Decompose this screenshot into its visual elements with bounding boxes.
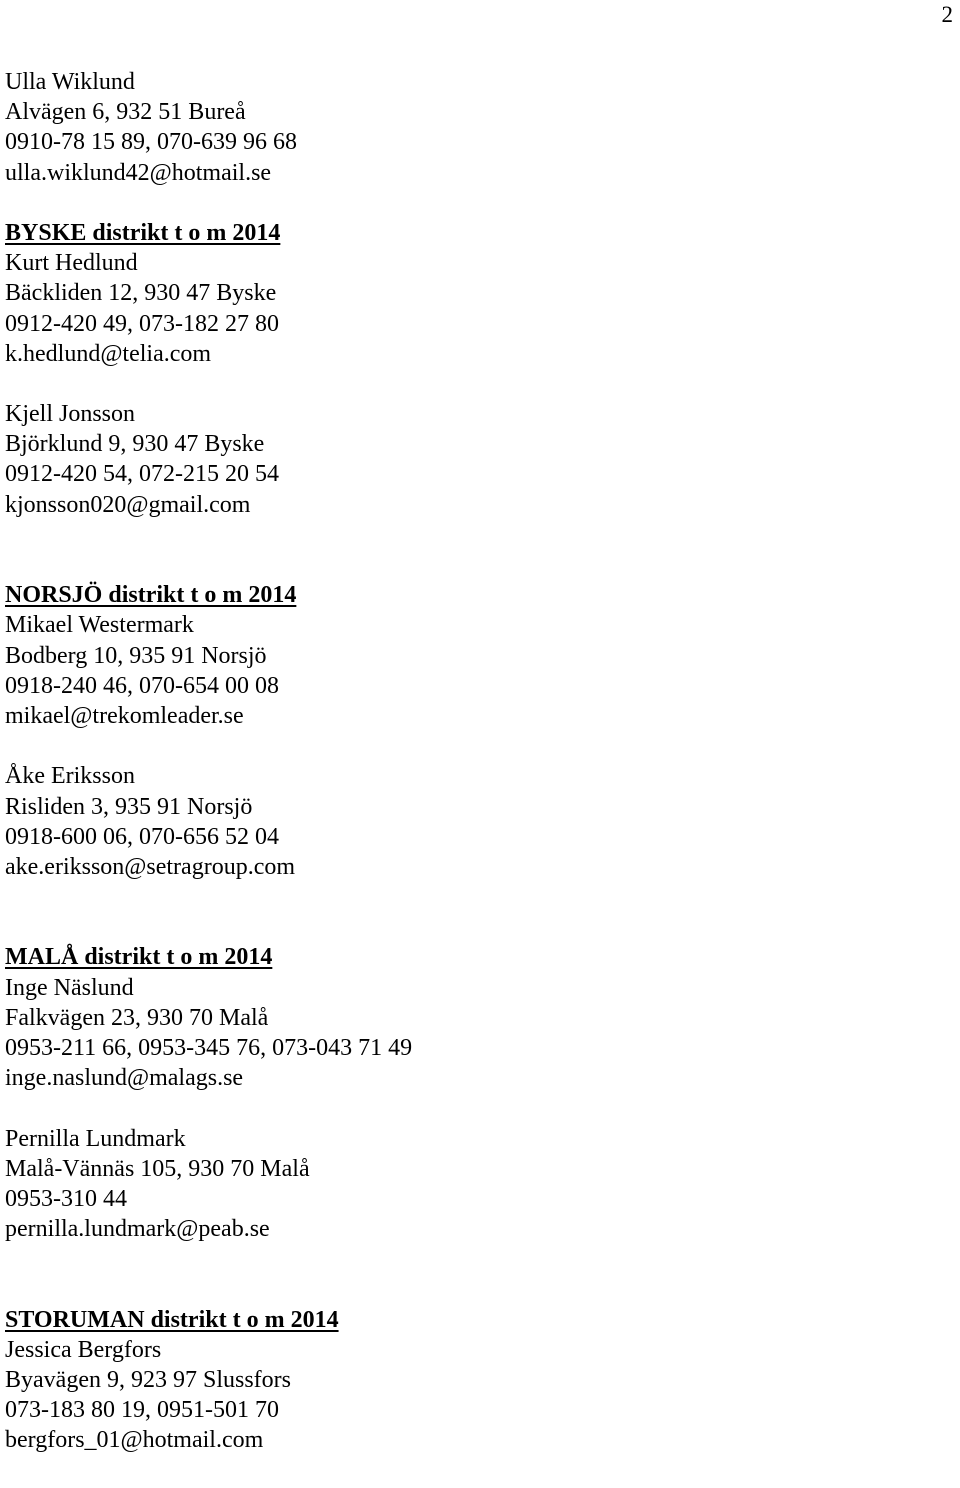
spacer (5, 550, 945, 580)
contact-phone: 0918-240 46, 070-654 00 08 (5, 672, 279, 699)
contact-block (5, 248, 945, 369)
contact-block (5, 1335, 945, 1456)
district-section-norsjo (5, 580, 945, 882)
contact-block (5, 67, 945, 188)
contact-phone: 0953-310 44 (5, 1185, 127, 1212)
contact-phone: 0912-420 49, 073-182 27 80 (5, 310, 279, 337)
spacer (5, 731, 945, 761)
contact-address: Bodberg 10, 935 91 Norsjö (5, 642, 267, 669)
spacer (5, 188, 945, 218)
spacer (5, 912, 945, 942)
contact-name: Inge Näslund (5, 974, 134, 1001)
contact-address: Björklund 9, 930 47 Byske (5, 431, 265, 458)
spacer (5, 1093, 945, 1123)
contact-email[interactable]: ulla.wiklund42@hotmail.se (5, 159, 272, 186)
contact-block (5, 1124, 945, 1245)
contact-name: Ulla Wiklund (5, 69, 135, 95)
spacer (5, 1244, 945, 1274)
contact-email[interactable]: bergfors_01@hotmail.com (5, 1427, 264, 1454)
document-body (5, 67, 945, 1456)
contact-name: Mikael Westermark (5, 612, 194, 639)
district-section-byske (5, 218, 945, 520)
contact-name: Pernilla Lundmark (5, 1125, 186, 1152)
contact-block (5, 973, 945, 1094)
contact-phone: 073-183 80 19, 0951-501 70 (5, 1397, 279, 1424)
spacer (5, 369, 945, 399)
contact-address: Malå-Vännäs 105, 930 70 Malå (5, 1155, 310, 1182)
contact-block (5, 761, 945, 882)
contact-email[interactable]: inge.naslund@malags.se (5, 1065, 244, 1092)
contact-address: Alvägen 6, 932 51 Bureå (5, 99, 246, 126)
spacer (5, 520, 945, 550)
page-number: 2 (941, 2, 953, 27)
contact-name: Jessica Bergfors (5, 1336, 162, 1363)
contact-phone: 0910-78 15 89, 070-639 96 68 (5, 129, 297, 156)
contact-address: Byavägen 9, 923 97 Slussfors (5, 1367, 291, 1394)
contact-phone: 0918-600 06, 070-656 52 04 (5, 823, 279, 850)
contact-email[interactable]: kjonsson020@gmail.com (5, 491, 251, 518)
district-heading: MALÅ distrikt t o m 2014 (5, 944, 273, 971)
contact-name: Kurt Hedlund (5, 250, 138, 277)
contact-address: Bäckliden 12, 930 47 Byske (5, 280, 277, 307)
contact-block (5, 610, 945, 731)
contact-address: Falkvägen 23, 930 70 Malå (5, 1004, 269, 1031)
district-heading: STORUMAN distrikt t o m 2014 (5, 1306, 339, 1333)
contact-block (5, 399, 945, 520)
contact-email[interactable]: ake.eriksson@setragroup.com (5, 853, 296, 880)
district-section-mala (5, 942, 945, 1244)
contact-email[interactable]: mikael@trekomleader.se (5, 702, 244, 729)
contact-phone: 0953-211 66, 0953-345 76, 073-043 71 49 (5, 1035, 413, 1061)
contact-phone: 0912-420 54, 072-215 20 54 (5, 461, 279, 488)
spacer (5, 882, 945, 912)
contact-name: Åke Eriksson (5, 763, 135, 790)
district-heading: BYSKE distrikt t o m 2014 (5, 219, 281, 246)
spacer (5, 1275, 945, 1305)
contact-email[interactable]: pernilla.lundmark@peab.se (5, 1216, 270, 1243)
district-heading: NORSJÖ distrikt t o m 2014 (5, 582, 297, 609)
contact-address: Risliden 3, 935 91 Norsjö (5, 793, 253, 820)
contact-email[interactable]: k.hedlund@telia.com (5, 340, 212, 367)
district-section-storuman (5, 1305, 945, 1456)
contact-name: Kjell Jonsson (5, 401, 136, 428)
